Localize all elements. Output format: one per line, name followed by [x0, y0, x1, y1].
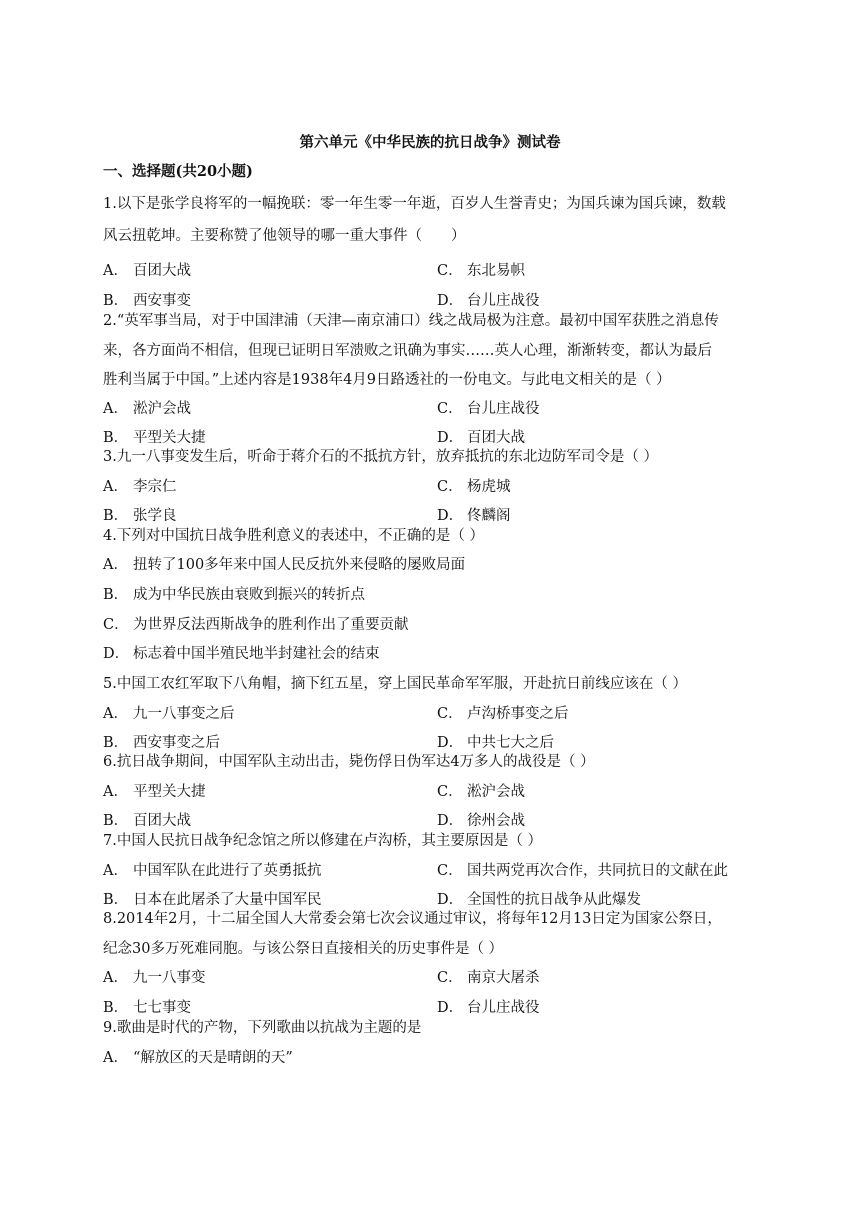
- question-3-option-b[interactable]: [103, 504, 177, 525]
- option-text: 淞沪会战: [133, 401, 191, 417]
- question-1-line-1: 1.以下是张学良将军的一幅挽联：零一年生零一年逝，百岁人生誉青史；为国兵谏为国兵谏，数载: [103, 196, 726, 212]
- option-text: 为世界反法西斯战争的胜利作出了重要贡献: [133, 617, 409, 633]
- option-text: 扭转了100多年来中国人民反抗外来侵略的屡败局面: [133, 557, 466, 573]
- option-text: 百团大战: [133, 263, 191, 279]
- option-label: A．: [103, 784, 128, 800]
- question-1-option-d[interactable]: [437, 289, 540, 310]
- option-label: C．: [437, 970, 463, 986]
- option-text: 卢沟桥事变之后: [467, 706, 569, 722]
- option-text: 平型关大捷: [133, 430, 206, 446]
- option-text: 台儿庄战役: [467, 1000, 540, 1016]
- question-4-option-c[interactable]: [103, 613, 409, 634]
- option-label: C．: [437, 784, 463, 800]
- option-text: 百团大战: [133, 813, 191, 829]
- option-text: 南京大屠杀: [467, 970, 540, 986]
- question-3-option-d[interactable]: [437, 504, 511, 525]
- option-text: 国共两党再次合作，共同抗日的文献在此: [467, 863, 728, 879]
- question-7-option-c[interactable]: [437, 859, 728, 880]
- option-label: A．: [103, 706, 128, 722]
- question-1-option-b[interactable]: [103, 289, 191, 310]
- question-8-option-c[interactable]: [437, 966, 540, 987]
- question-3-option-c[interactable]: [437, 475, 511, 496]
- option-label: D．: [437, 735, 464, 751]
- section-heading: 一、选择题(共20小题): [103, 163, 253, 180]
- option-label: D．: [437, 430, 464, 446]
- option-text: 标志着中国半殖民地半封建社会的结束: [133, 646, 380, 662]
- question-5-option-d[interactable]: [437, 731, 554, 752]
- option-label: D．: [437, 293, 464, 309]
- option-text: 百团大战: [467, 430, 525, 446]
- option-text: 七七事变: [133, 1000, 191, 1016]
- option-label: A．: [103, 479, 128, 495]
- option-label: B．: [103, 293, 129, 309]
- option-label: C．: [437, 706, 463, 722]
- question-1-option-a[interactable]: [103, 259, 191, 280]
- option-label: B．: [103, 430, 129, 446]
- option-label: C．: [103, 617, 129, 633]
- option-label: C．: [437, 263, 463, 279]
- question-4-option-d[interactable]: [103, 642, 380, 663]
- question-2-line-3: 胜利当属于中国。”上述内容是1938年4月9日路透社的一份电文。与此电文相关的是（ ）: [103, 372, 671, 388]
- question-2-option-a[interactable]: [103, 397, 191, 418]
- option-label: B．: [103, 508, 129, 524]
- page-title: 第六单元《中华民族的抗日战争》测试卷: [299, 134, 561, 151]
- question-3-line-1: 3.九一八事变发生后，听命于蒋介石的不抵抗方针，放弃抵抗的东北边防军司令是（ ）: [103, 449, 658, 465]
- question-4-option-a[interactable]: [103, 553, 465, 574]
- option-text: 九一八事变: [133, 970, 206, 986]
- option-label: A．: [103, 1050, 128, 1066]
- option-label: B．: [103, 813, 129, 829]
- option-text: 中共七大之后: [467, 735, 554, 751]
- option-text: “解放区的天是晴朗的天”: [133, 1050, 293, 1066]
- option-text: 李宗仁: [133, 479, 177, 495]
- question-8-option-b[interactable]: [103, 996, 191, 1017]
- option-label: D．: [437, 813, 464, 829]
- option-label: C．: [437, 479, 463, 495]
- option-label: C．: [437, 863, 463, 879]
- question-6-option-d[interactable]: [437, 809, 525, 830]
- question-7-option-b[interactable]: [103, 888, 322, 909]
- question-6-line-1: 6.抗日战争期间，中国军队主动出击，毙伤俘日伪军达4万多人的战役是（ ）: [103, 754, 595, 770]
- option-text: 平型关大捷: [133, 784, 206, 800]
- option-text: 九一八事变之后: [133, 706, 235, 722]
- question-6-option-b[interactable]: [103, 809, 191, 830]
- question-2-option-d[interactable]: [437, 426, 525, 447]
- question-5-option-c[interactable]: [437, 702, 569, 723]
- option-text: 全国性的抗日战争从此爆发: [467, 892, 641, 908]
- option-label: D．: [437, 508, 464, 524]
- option-text: 佟麟阁: [467, 508, 511, 524]
- question-2-line-2: 来，各方面尚不相信，但现已证明日军溃败之讯确为事实……英人心理，渐渐转变，都认为最后: [103, 343, 712, 359]
- option-text: 日本在此屠杀了大量中国军民: [133, 892, 322, 908]
- option-text: 中国军队在此进行了英勇抵抗: [133, 863, 322, 879]
- option-label: B．: [103, 1000, 129, 1016]
- option-label: A．: [103, 970, 128, 986]
- option-text: 成为中华民族由衰败到振兴的转折点: [133, 587, 365, 603]
- option-label: B．: [103, 735, 129, 751]
- option-text: 徐州会战: [467, 813, 525, 829]
- question-9-line-1: 9.歌曲是时代的产物，下列歌曲以抗战为主题的是: [103, 1020, 422, 1036]
- question-2-option-c[interactable]: [437, 397, 540, 418]
- question-4-line-1: 4.下列对中国抗日战争胜利意义的表述中，不正确的是（ ）: [103, 528, 484, 544]
- question-7-option-d[interactable]: [437, 888, 641, 909]
- question-7-option-a[interactable]: [103, 859, 322, 880]
- question-8-line-1: 8.2014年2月，十二届全国人大常委会第七次会议通过审议，将每年12月13日定为国家公祭日，: [103, 911, 722, 927]
- question-6-option-c[interactable]: [437, 780, 525, 801]
- option-label: D．: [437, 1000, 464, 1016]
- option-label: B．: [103, 587, 129, 603]
- option-text: 淞沪会战: [467, 784, 525, 800]
- option-label: C．: [437, 401, 463, 417]
- option-label: B．: [103, 892, 129, 908]
- question-3-option-a[interactable]: [103, 475, 177, 496]
- question-4-option-b[interactable]: [103, 583, 365, 604]
- option-text: 西安事变: [133, 293, 191, 309]
- question-5-line-1: 5.中国工农红军取下八角帽，摘下红五星，穿上国民革命军军服，开赴抗日前线应该在（ ）: [103, 676, 687, 692]
- question-9-option-a[interactable]: [103, 1046, 293, 1067]
- option-text: 杨虎城: [467, 479, 511, 495]
- question-8-line-2: 纪念30多万死难同胞。与该公祭日直接相关的历史事件是（ ）: [103, 941, 504, 957]
- question-5-option-a[interactable]: [103, 702, 235, 723]
- option-label: D．: [103, 646, 130, 662]
- option-label: D．: [437, 892, 464, 908]
- question-1-option-c[interactable]: [437, 259, 525, 280]
- option-text: 西安事变之后: [133, 735, 220, 751]
- option-label: A．: [103, 401, 128, 417]
- option-text: 台儿庄战役: [467, 293, 540, 309]
- question-8-option-d[interactable]: [437, 996, 540, 1017]
- question-8-option-a[interactable]: [103, 966, 206, 987]
- option-label: A．: [103, 863, 128, 879]
- option-label: A．: [103, 263, 128, 279]
- question-6-option-a[interactable]: [103, 780, 206, 801]
- question-2-option-b[interactable]: [103, 426, 206, 447]
- question-7-line-1: 7.中国人民抗日战争纪念馆之所以修建在卢沟桥，其主要原因是（ ）: [103, 833, 542, 849]
- option-text: 东北易帜: [467, 263, 525, 279]
- option-label: A．: [103, 557, 128, 573]
- option-text: 台儿庄战役: [467, 401, 540, 417]
- question-2-line-1: 2.“英军事当局，对于中国津浦（天津—南京浦口）线之战局极为注意。最初中国军获胜之消息传: [103, 313, 719, 329]
- question-5-option-b[interactable]: [103, 731, 220, 752]
- question-1-line-2: 风云扭乾坤。主要称赞了他领导的哪一重大事件（ ）: [103, 228, 466, 244]
- option-text: 张学良: [133, 508, 177, 524]
